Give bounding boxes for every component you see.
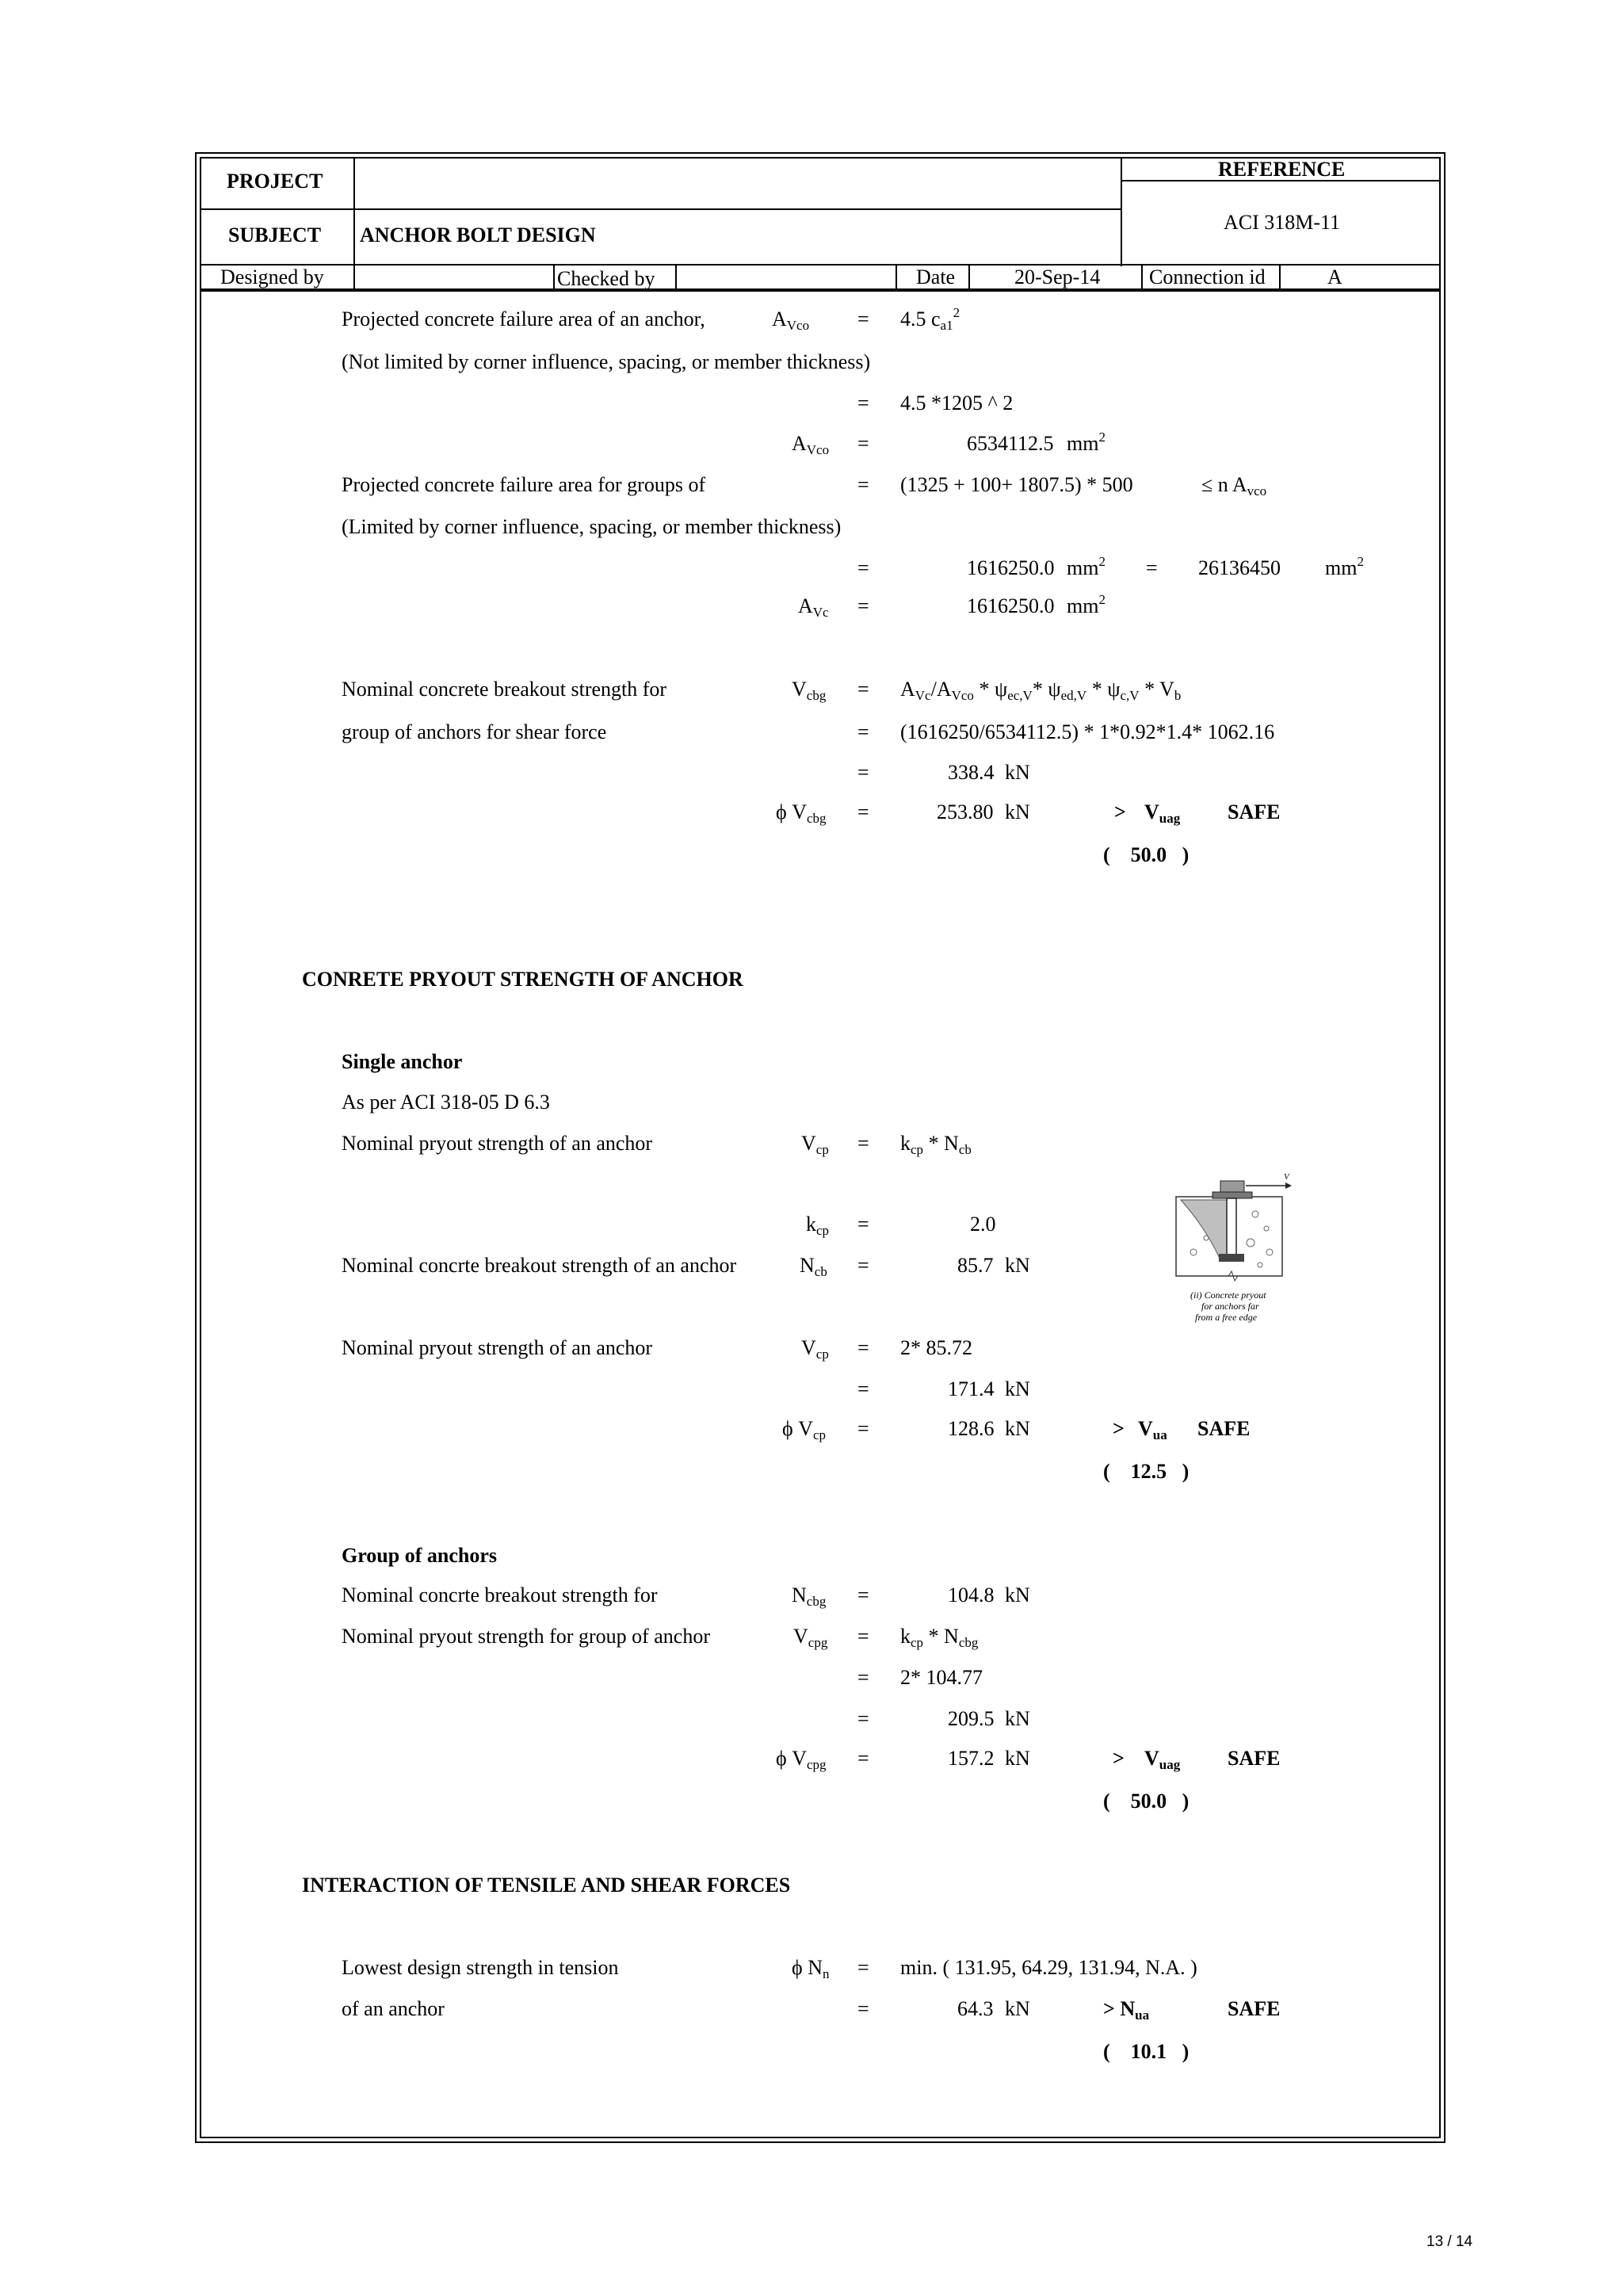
eq: = xyxy=(857,1377,869,1400)
unit-kn: kN xyxy=(1005,1254,1030,1277)
eq: = xyxy=(857,1417,869,1440)
designed-by-label: Designed by xyxy=(220,266,324,288)
interaction-heading: INTERACTION OF TENSILE AND SHEAR FORCES xyxy=(302,1874,791,1897)
ncbg-label: Nominal concrte breakout strength for xyxy=(342,1584,658,1606)
vuag-symbol: $V_{uag}$ xyxy=(1144,800,1181,826)
avco-symbol: $A_{Vco}$ xyxy=(772,308,810,333)
vcp-symbol: $V_{cp}$ xyxy=(801,1132,829,1157)
kcp-symbol: $k_{cp}$ xyxy=(806,1213,830,1238)
eq: = xyxy=(857,761,869,784)
avco-formula: 4.5 $c_{a1}^2$ xyxy=(900,305,960,333)
safe-label: SAFE xyxy=(1228,800,1281,823)
vcbg-symbol: $V_{cbg}$ xyxy=(792,678,827,703)
vcp-value: 171.4 xyxy=(948,1377,995,1400)
vcpg-value: 209.5 xyxy=(948,1707,995,1730)
vcp-symbol: $V_{cp}$ xyxy=(801,1336,829,1362)
single-anchor-heading: Single anchor xyxy=(342,1050,463,1073)
eq: = xyxy=(857,473,869,496)
eq: = xyxy=(857,1625,869,1648)
eq: = xyxy=(857,594,869,617)
avc-expr: (1325 + 100+ 1807.5) * 500 xyxy=(900,473,1133,496)
eq: = xyxy=(857,1336,869,1359)
ncb-value: 85.7 xyxy=(957,1254,994,1277)
eq: = xyxy=(857,1254,869,1277)
eq: = xyxy=(857,308,869,330)
vcbg-value: 338.4 xyxy=(948,761,995,784)
vua-value: ( 12.5 ) xyxy=(1103,1460,1190,1483)
eq: = xyxy=(857,1213,869,1236)
avco-expr: 4.5 *1205 ^ 2 xyxy=(900,392,1014,415)
avc-limit-symbol: ≤ n $A_{vco}$ xyxy=(1201,473,1267,499)
avc-symbol: $A_{Vc}$ xyxy=(798,594,829,620)
connection-label: Connection id xyxy=(1149,266,1266,288)
eq: = xyxy=(857,1584,869,1606)
gt: > xyxy=(1113,1417,1125,1440)
vcp-formula: $k_{cp} * N_{cb}$ xyxy=(900,1132,972,1157)
unit-kn: kN xyxy=(1005,1707,1030,1730)
group-anchors-heading: Group of anchors xyxy=(342,1544,497,1567)
phi-vcp-value: 128.6 xyxy=(948,1417,995,1440)
phi-vcpg-symbol: ϕ $V_{cpg}$ xyxy=(776,1747,827,1772)
vcbg-expr: (1616250/6534112.5) * 1*0.92*1.4* 1062.16 xyxy=(900,720,1275,743)
vcbg-formula: $A_{Vc}/A_{Vco} * \psi_{ec,V}*$ $\psi_{ed,V} * \psi_{c,V} * V_b$ xyxy=(900,678,1182,703)
gt: > xyxy=(1114,800,1126,823)
nua-value: ( 10.1 ) xyxy=(1103,2040,1190,2063)
safe-label: SAFE xyxy=(1228,1997,1281,2020)
eq: = xyxy=(857,800,869,823)
unit-kn: kN xyxy=(1005,1377,1030,1400)
pryout-anchor-figure xyxy=(1174,1165,1301,1339)
avco-label: Projected concrete failure area of an anchor, xyxy=(342,308,705,330)
kcp-value: 2.0 xyxy=(970,1213,996,1236)
page-number: 13 / 14 xyxy=(1426,2233,1473,2250)
nua-symbol: > $N_{ua}$ xyxy=(1103,1997,1150,2023)
eq: = xyxy=(857,1747,869,1770)
reference-label: REFERENCE xyxy=(1218,158,1346,181)
connection-value: A xyxy=(1327,266,1342,288)
vuag-value: ( 50.0 ) xyxy=(1103,1790,1190,1813)
vcpg-label: Nominal pryout strength for group of anchor xyxy=(342,1625,711,1648)
avc-limit-value: 26136450 xyxy=(1198,556,1281,579)
vcbg-label-2: group of anchors for shear force xyxy=(342,720,607,743)
vcp-expr: 2* 85.72 xyxy=(900,1336,972,1359)
unit-kn: kN xyxy=(1005,1747,1030,1770)
vcp-label-2: Nominal pryout strength of an anchor xyxy=(342,1336,653,1359)
as-per-ref: As per ACI 318-05 D 6.3 xyxy=(342,1091,550,1114)
vcpg-symbol: $V_{cpg}$ xyxy=(793,1625,828,1650)
svg-text:V: V xyxy=(1284,1172,1289,1182)
phi-vcbg-value: 253.80 xyxy=(937,800,994,823)
safe-label: SAFE xyxy=(1228,1747,1281,1770)
avco-note: (Not limited by corner influence, spacing, or member thickness) xyxy=(342,350,871,373)
date-label: Date xyxy=(916,266,956,288)
vuag-value: ( 50.0 ) xyxy=(1103,843,1190,866)
eq: = xyxy=(857,1132,869,1155)
phi-vcpg-value: 157.2 xyxy=(948,1747,995,1770)
ncbg-symbol: $N_{cbg}$ xyxy=(792,1584,827,1609)
vcp-label: Nominal pryout strength of an anchor xyxy=(342,1132,653,1155)
project-label: PROJECT xyxy=(227,170,323,193)
unit-kn: kN xyxy=(1005,1997,1030,2020)
figure-caption-3: from a free edge xyxy=(1195,1312,1258,1323)
eq: = xyxy=(857,1997,869,2020)
phi-nn-symbol: ϕ $N_n$ xyxy=(792,1956,830,1981)
phi-vcp-symbol: ϕ $V_{cp}$ xyxy=(782,1417,827,1442)
vua-symbol: $V_{ua}$ xyxy=(1138,1417,1167,1442)
interaction-expr: min. ( 131.95, 64.29, 131.94, N.A. ) xyxy=(900,1956,1197,1979)
eq: = xyxy=(857,432,869,455)
figure-caption-1: (ii) Concrete pryout xyxy=(1190,1289,1266,1301)
avc-final: 1616250.0 xyxy=(967,594,1055,617)
phi-vcbg-symbol: ϕ $V_{cbg}$ xyxy=(776,800,827,826)
unit-mm2: $mm^2$ xyxy=(1067,430,1106,455)
eq: = xyxy=(857,1666,869,1689)
checked-by-label: Checked by xyxy=(557,267,655,290)
gt: > xyxy=(1113,1747,1125,1770)
unit-mm2: $mm^2$ xyxy=(1325,554,1364,579)
figure-caption-2: for anchors far xyxy=(1201,1301,1259,1312)
unit-mm2: $mm^2$ xyxy=(1067,554,1106,579)
interaction-label-2: of an anchor xyxy=(342,1997,445,2020)
ncbg-value: 104.8 xyxy=(948,1584,995,1606)
date-value: 20-Sep-14 xyxy=(1014,266,1101,288)
ncb-label: Nominal concrte breakout strength of an anchor xyxy=(342,1254,737,1277)
avc-label: Projected concrete failure area for groups of xyxy=(342,473,706,496)
unit-kn: kN xyxy=(1005,761,1030,784)
interaction-value: 64.3 xyxy=(957,1997,994,2020)
unit-kn: kN xyxy=(1005,1417,1030,1440)
eq: = xyxy=(1146,556,1158,579)
eq: = xyxy=(857,720,869,743)
eq: = xyxy=(857,678,869,701)
eq: = xyxy=(857,1956,869,1979)
avc-value: 1616250.0 xyxy=(967,556,1055,579)
pryout-heading: CONRETE PRYOUT STRENGTH OF ANCHOR xyxy=(302,968,743,991)
vcbg-label-1: Nominal concrete breakout strength for xyxy=(342,678,667,701)
eq: = xyxy=(857,556,869,579)
vcpg-formula: $k_{cp} * N_{cbg}$ xyxy=(900,1625,979,1650)
subject-value: ANCHOR BOLT DESIGN xyxy=(360,223,596,246)
eq: = xyxy=(857,1707,869,1730)
eq: = xyxy=(857,392,869,415)
ncb-symbol: $N_{cb}$ xyxy=(800,1254,827,1279)
vcpg-expr: 2* 104.77 xyxy=(900,1666,983,1689)
avco-value: 6534112.5 xyxy=(967,432,1054,455)
avc-note: (Limited by corner influence, spacing, or member thickness) xyxy=(342,515,842,538)
avco-symbol: $A_{Vco}$ xyxy=(792,432,830,457)
unit-kn: kN xyxy=(1005,800,1030,823)
vuag-symbol: $V_{uag}$ xyxy=(1144,1747,1181,1772)
interaction-label-1: Lowest design strength in tension xyxy=(342,1956,619,1979)
safe-label: SAFE xyxy=(1197,1417,1251,1440)
subject-label: SUBJECT xyxy=(228,223,322,246)
reference-value: ACI 318M-11 xyxy=(1224,211,1341,234)
unit-mm2: $mm^2$ xyxy=(1067,592,1106,617)
unit-kn: kN xyxy=(1005,1584,1030,1606)
